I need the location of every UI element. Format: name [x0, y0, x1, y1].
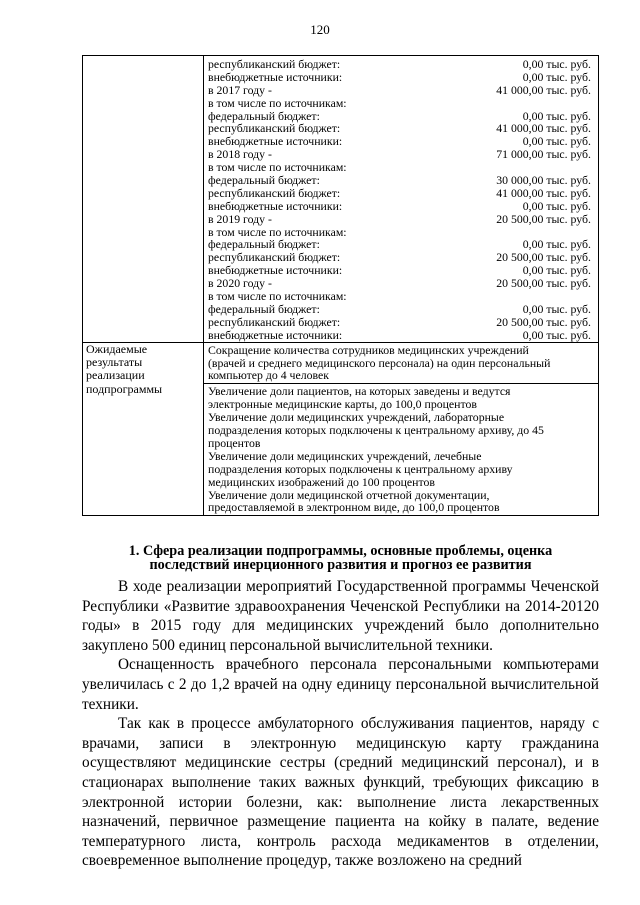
paragraph-line: Так как в процессе амбулаторного обслуживания пациентов, наряду с	[118, 715, 599, 733]
funding-line-amount	[591, 226, 593, 239]
paragraph-line: своевременное выполнение процедур, также возложено на средний	[82, 852, 522, 870]
funding-line-label: в том числе по источникам:	[208, 224, 347, 239]
section-heading-line: последствий инерционного развития и прогноз ее развития	[149, 557, 532, 573]
funding-line-amount	[591, 161, 593, 174]
funding-line-label: федеральный бюджет:	[208, 301, 320, 316]
funding-row	[83, 56, 599, 343]
results-label-line: реализации	[86, 368, 145, 383]
page-number: 120	[310, 22, 330, 37]
funding-line-amount: 71 000,00 тыс. руб.	[496, 147, 591, 162]
result-line: подразделения которых подключены к центральному архиву	[208, 461, 513, 476]
funding-line-label: в том числе по источникам:	[208, 160, 347, 175]
body-text	[82, 577, 599, 871]
paragraph	[82, 714, 599, 871]
funding-line-amount: 0,00 тыс. руб.	[522, 134, 591, 149]
funding-line-amount: 20 500,00 тыс. руб.	[496, 250, 591, 265]
funding-line-amount: 20 500,00 тыс. руб.	[496, 314, 591, 329]
result-line: подразделения которых подключены к центральному архиву, до 45	[208, 423, 544, 438]
result-line: Увеличение доли медицинских учреждений, лабораторные	[208, 410, 505, 425]
results-label-line: результаты	[86, 355, 143, 369]
funding-line-amount: 41 000,00 тыс. руб.	[496, 185, 591, 200]
subprogram-passport-table	[82, 55, 599, 516]
paragraph-line: осуществляют медицинские сестры (средний медицинский персонал), и в	[82, 754, 599, 772]
paragraph	[82, 655, 599, 714]
paragraph-line: температурного листа, контроль расхода медикаментов в отделении,	[82, 832, 599, 850]
funding-line	[208, 200, 593, 213]
result-line: (врачей и среднего медицинского персонала) на один персональный	[208, 355, 551, 370]
funding-line-amount: 0,00 тыс. руб.	[522, 237, 591, 252]
paragraph-line: Республики «Развитие здравоохранения Чеченской Республики на 2014-20120	[82, 597, 599, 615]
funding-line-label: в 2018 году -	[208, 147, 272, 162]
paragraph-line: стационарах выполнение таких важных функций, требующих фиксацию в	[82, 773, 599, 791]
funding-line-label: внебюджетные источники:	[208, 198, 343, 213]
funding-line	[208, 303, 593, 316]
funding-line	[208, 329, 593, 342]
result-line: процентов	[208, 435, 261, 450]
funding-line-amount: 20 500,00 тыс. руб.	[496, 276, 591, 291]
funding-line-label: в 2020 году -	[208, 276, 272, 291]
result-line: предоставляемой в электронном виде, до 100,0 процентов	[208, 500, 500, 515]
funding-line-label: в 2017 году -	[208, 82, 272, 97]
funding-line-amount: 0,00 тыс. руб.	[522, 57, 591, 71]
results-row	[83, 342, 599, 384]
paragraph-line: Оснащенность врачебного персонала персональными компьютерами	[118, 656, 599, 674]
funding-line-amount	[591, 290, 593, 303]
result-line: Увеличение доли пациентов, на которых заведены и ведутся	[208, 384, 511, 399]
funding-line-amount: 0,00 тыс. руб.	[522, 327, 591, 342]
funding-line-label: внебюджетные источники:	[208, 69, 343, 84]
section-heading	[82, 544, 599, 572]
paragraph-line: техники.	[82, 695, 139, 713]
funding-line-amount: 0,00 тыс. руб.	[522, 263, 591, 278]
funding-line-amount: 0,00 тыс. руб.	[522, 108, 591, 123]
funding-line-label: федеральный бюджет:	[208, 108, 320, 123]
paragraph-line: закуплено 500 единиц персональной вычислительной техники.	[82, 636, 493, 654]
result-line: электронные медицинские карты, до 100,0 процентов	[208, 397, 477, 412]
results-label-line: Ожидаемые	[86, 341, 148, 356]
funding-line-label: республиканский бюджет:	[208, 314, 341, 329]
funding-label-cell	[83, 56, 204, 343]
funding-line-label: республиканский бюджет:	[208, 185, 341, 200]
funding-line	[208, 290, 593, 303]
funding-details-cell	[204, 56, 599, 343]
paragraph	[82, 577, 599, 655]
funding-line	[208, 316, 593, 329]
funding-line-amount: 41 000,00 тыс. руб.	[496, 121, 591, 136]
result-block	[204, 342, 599, 384]
funding-line	[208, 84, 593, 97]
funding-line	[208, 174, 593, 187]
paragraph-line: электронной истории болезни, как: выполнение листа лекарственных	[82, 793, 599, 811]
result-line: медицинских изображений до 100 процентов	[208, 474, 435, 489]
result-block	[204, 384, 599, 516]
paragraph-line: В ходе реализации мероприятий Государственной программы Чеченской	[118, 578, 599, 595]
funding-line-amount: 0,00 тыс. руб.	[522, 69, 591, 84]
funding-line-label: федеральный бюджет:	[208, 173, 320, 188]
funding-line-label: внебюджетные источники:	[208, 134, 343, 149]
results-label-line: подпрограммы	[86, 381, 163, 396]
paragraph-line: врачами, записи в электронную медицинскую карту гражданина	[82, 734, 599, 752]
result-line: Увеличение доли медицинских учреждений, лечебные	[208, 448, 482, 463]
funding-line-label: в том числе по источникам:	[208, 95, 347, 110]
result-line: Сокращение количества сотрудников медицинских учреждений	[208, 342, 529, 357]
paragraph-line: назначений, первичное размещение пациента на койку в палате, ведение	[82, 813, 599, 831]
funding-line-amount: 0,00 тыс. руб.	[522, 198, 591, 213]
funding-line-label: в 2019 году -	[208, 211, 272, 226]
funding-line-label: республиканский бюджет:	[208, 121, 341, 136]
funding-line-label: республиканский бюджет:	[208, 57, 341, 71]
funding-line	[208, 58, 593, 71]
funding-line-label: федеральный бюджет:	[208, 237, 320, 252]
paragraph-line: увеличилась с 2 до 1,2 врачей на одну единицу персональной вычислительной	[82, 675, 599, 693]
funding-line-amount	[591, 97, 593, 110]
funding-line-label: республиканский бюджет:	[208, 250, 341, 265]
funding-line-amount: 0,00 тыс. руб.	[522, 301, 591, 316]
funding-line	[208, 187, 593, 200]
funding-line-amount: 41 000,00 тыс. руб.	[496, 82, 591, 97]
funding-line-amount: 30 000,00 тыс. руб.	[496, 173, 591, 188]
results-label-cell	[83, 342, 204, 516]
funding-line-label: внебюджетные источники:	[208, 327, 343, 342]
result-line: компьютер до 4 человек	[208, 368, 329, 383]
funding-line	[208, 213, 593, 226]
funding-line	[208, 71, 593, 84]
funding-line-label: внебюджетные источники:	[208, 263, 343, 278]
result-line: Увеличение доли медицинской отчетной документации,	[208, 487, 490, 502]
funding-line-label: в том числе по источникам:	[208, 289, 347, 304]
paragraph-line: годы» в 2015 году для медицинских учреждений было дополнительно	[82, 617, 599, 635]
funding-line	[208, 97, 593, 110]
section-heading-line: 1. Сфера реализации подпрограммы, основные проблемы, оценка	[128, 543, 553, 559]
funding-line-amount: 20 500,00 тыс. руб.	[496, 211, 591, 226]
